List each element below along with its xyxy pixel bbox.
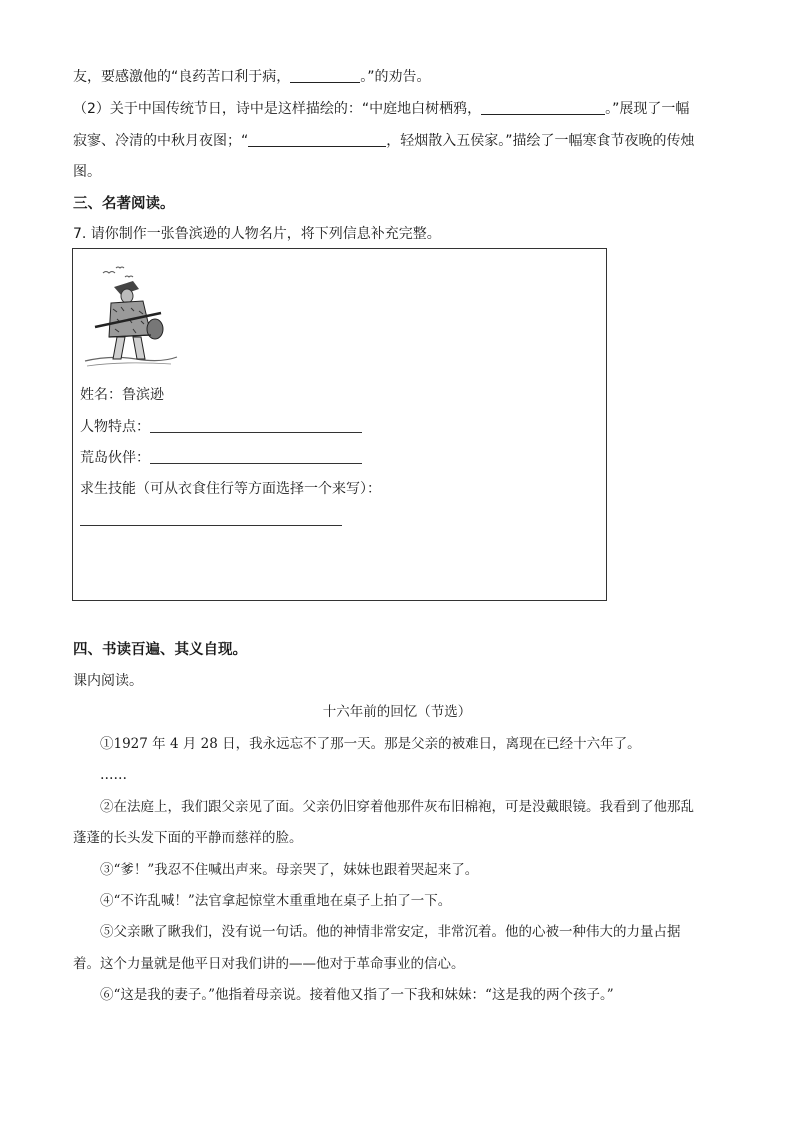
q2-text-2a: 寂寥、冷清的中秋月夜图；“ (73, 133, 249, 149)
story-title: 十六年前的回忆（节选） (322, 704, 472, 720)
traits-label: 人物特点： (80, 419, 150, 435)
card-traits-row (80, 417, 362, 437)
skill-answer-line[interactable] (80, 525, 342, 526)
card-skill-label: 求生技能（可从衣食住行等方面选择一个来写）： (80, 481, 381, 497)
q2-text-3: 图。 (73, 164, 101, 180)
robinson-crusoe-illustration (81, 263, 181, 373)
paragraph: ①1927 年 4 月 28 日，我永远忘不了那一天。那是父亲的被难日，离现在已经十六年了。 (100, 736, 641, 752)
q2-text-end: 。”展现了一幅 (605, 101, 690, 117)
companion-answer-line[interactable] (150, 449, 362, 464)
paragraph: ⑤父亲瞅了瞅我们，没有说一句话。他的神情非常安定，非常沉着。他的心被一种伟大的力量占据 (100, 924, 681, 940)
q2-line-1 (73, 99, 689, 119)
q1-line (73, 67, 431, 87)
section4-sub: 课内阅读。 (73, 673, 143, 689)
q1-text-after: 。”的劝告。 (360, 69, 431, 85)
paragraph-cont: 蓬蓬的长头发下面的平静而慈祥的脸。 (73, 830, 303, 846)
answer-blank[interactable] (290, 68, 360, 83)
q2-line-3 (73, 162, 101, 182)
q2-text: （2）关于中国传统节日，诗中是这样描绘的：“中庭地白树栖鸦， (73, 101, 482, 117)
q7-prompt: 7. 请你制作一张鲁滨逊的人物名片，将下列信息补充完整。 (73, 226, 441, 242)
paragraph: ③“爹！”我忍不住喊出声来。母亲哭了，妹妹也跟着哭起来了。 (100, 862, 479, 878)
paragraph-cont: 着。这个力量就是他平日对我们讲的——他对于革命事业的信心。 (73, 956, 465, 972)
section4-heading: 四、书读百遍、其义自现。 (73, 642, 247, 658)
paragraph: ②在法庭上，我们跟父亲见了面。父亲仍旧穿着他那件灰布旧棉袍，可是没戴眼镜。我看到了他那乱 (100, 799, 694, 815)
companion-label: 荒岛伙伴： (80, 450, 150, 466)
ellipsis: …… (100, 767, 127, 783)
paragraph: ④“不许乱喊！”法官拿起惊堂木重重地在桌子上拍了一下。 (100, 893, 452, 909)
card-name: 姓名：鲁滨逊 (80, 387, 164, 403)
paragraph: ⑥“这是我的妻子。”他指着母亲说。接着他又指了一下我和妹妹：“这是我的两个孩子。” (100, 987, 614, 1003)
q2-line-2 (73, 131, 695, 151)
card-companion-row (80, 448, 362, 468)
q2-text-2b: ，轻烟散入五侯家。”描绘了一幅寒食节夜晚的传烛 (386, 133, 695, 149)
character-card (72, 248, 607, 601)
traits-answer-line[interactable] (150, 418, 362, 433)
section3-heading: 三、名著阅读。 (73, 196, 175, 212)
answer-blank[interactable] (248, 132, 386, 147)
answer-blank[interactable] (481, 100, 605, 115)
q1-text-before: 友，要感激他的“良药苦口利于病， (73, 69, 291, 85)
